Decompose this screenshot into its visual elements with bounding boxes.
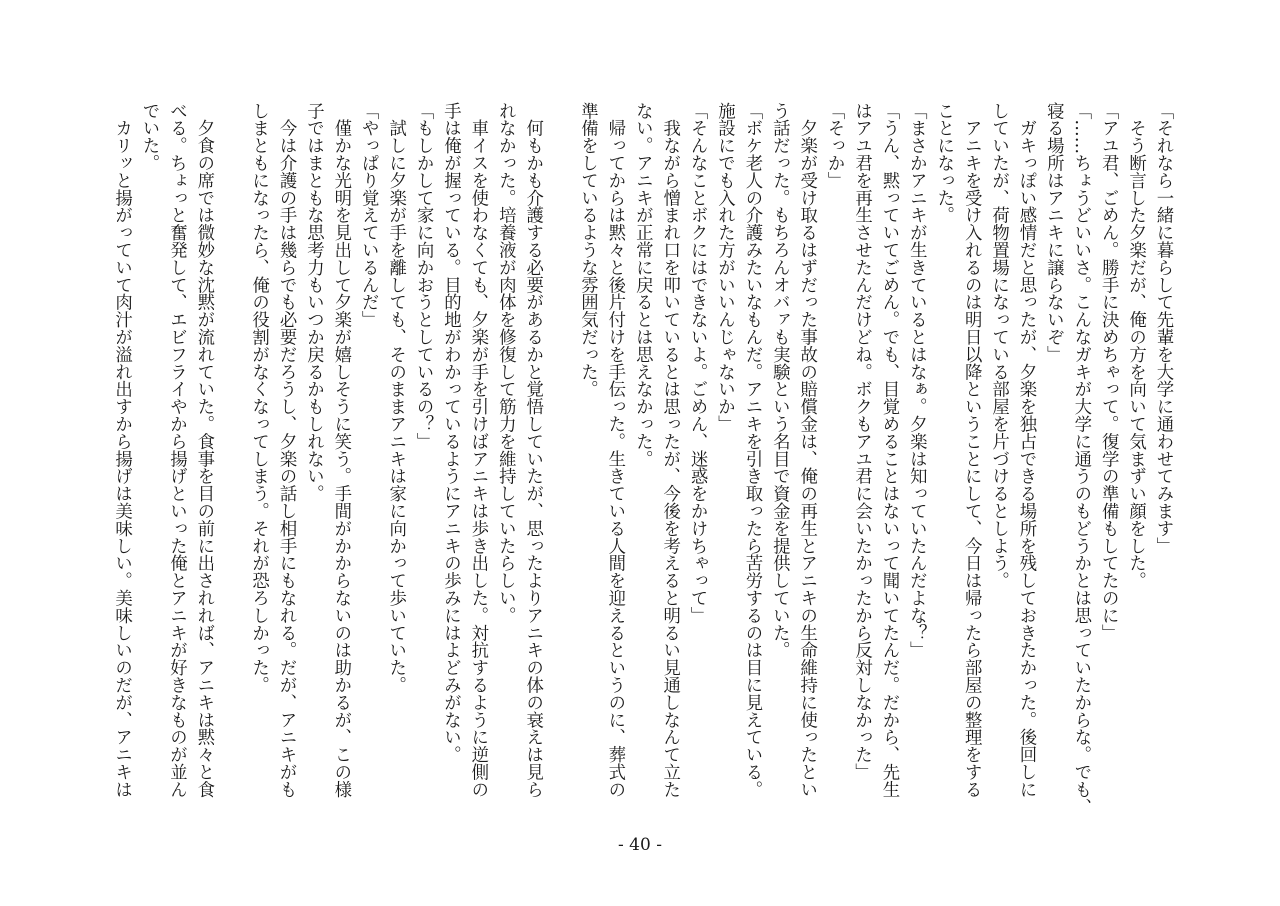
text-line: 「そんなことボクにはできないよ。ごめん、迷惑をかけちゃって」 — [687, 102, 708, 624]
text-line: 「そっか」 — [824, 102, 845, 189]
text-line: そう断言した夕楽だが、俺の方を向いて気まずい顔をした。 — [1125, 102, 1146, 590]
text-line: 夕楽が受け取るはずだった事故の賠償金は、俺の再生とアニキの生命維持に使ったとい — [796, 102, 817, 798]
text-line: 夕食の席では微妙な沈黙が流れていた。食事を目の前に出されれば、アニキは黙々と食 — [193, 102, 214, 798]
text-line: はアユ君を再生させたんだけどね。ボクもアユ君に会いたかったから反対しなかった」 — [851, 102, 872, 781]
text-line: 「うん、黙っていてごめん。でも、目覚めることはないって聞いてたんだ。だから、先生 — [878, 102, 899, 798]
text-line: 今は介護の手は幾らでも必要だろうし、夕楽の話し相手にもなれる。だが、アニキがも — [276, 102, 297, 798]
text-line: アニキを受け入れるのは明日以降ということにして、今日は帰ったら部屋の整理をする — [961, 102, 982, 798]
text-line: べる。ちょっと奮発して、エビフライやから揚げといった俺とアニキが好きなものが並ん — [166, 102, 187, 798]
text-line: ガキっぽい感情だと思ったが、夕楽を独占できる場所を残しておきたかった。後回しに — [1015, 102, 1036, 798]
text-line: 帰ってからは黙々と後片付けを手伝った。生きている人間を迎えるというのに、葬式の — [604, 102, 625, 798]
text-line: 「……ちょうどいいさ。こんなガキが大学に通うのもどうかとは思っていたからな。でも、 — [1070, 102, 1091, 816]
text-line: でいた。 — [139, 102, 159, 172]
text-line: 「ボケ老人の介護みたいなもんだ。アニキを引き取ったら苦労するのは目に見えている。 — [741, 102, 762, 798]
text-line: ない。アニキが正常に戻るとは思えなかった。 — [632, 102, 653, 468]
page-number: - 40 - — [618, 835, 662, 855]
text-line: 車イスを使わなくても、夕楽が手を引けばアニキは歩き出した。対抗するように逆側の — [467, 102, 488, 798]
text-line: しまともになったら、俺の役割がなくなってしまう。それが恐ろしかった。 — [248, 102, 269, 694]
blank-line — [217, 102, 244, 812]
text-line: 試しに夕楽が手を離しても、そのままアニキは家に向かって歩いていた。 — [385, 102, 406, 694]
text-line: 何もかも介護する必要があるかと覚悟していたが、思ったよりアニキの体の衰えは見ら — [522, 102, 543, 798]
text-line: 「まさかアニキが生きているとはなぁ。夕楽は知っていたんだよな？」 — [906, 102, 927, 659]
text-line: 我ながら憎まれ口を叩いているとは思ったが、今後を考えると明るい見通しなんて立た — [659, 102, 680, 798]
text-line: 僅かな光明を見出して夕楽が嬉しそうに笑う。手間がかからないのは助かるが、この様 — [330, 102, 351, 798]
text-line: 「アユ君、ごめん。勝手に決めちゃって。復学の準備もしてたのに」 — [1098, 102, 1119, 642]
text-line: していたが、荷物置場になっている部屋を片づけるとしよう。 — [988, 102, 1009, 590]
text-line: 子ではまともな思考力もいつか戻るかもしれない。 — [303, 102, 324, 503]
text-line: 寝る場所はアニキに譲らないぞ」 — [1043, 102, 1064, 363]
text-line: 「それなら一緒に暮らして先輩を大学に通わせてみます」 — [1153, 102, 1173, 555]
text-line: 「もしかして家に向かおうとしているの？」 — [413, 102, 434, 450]
blank-line — [546, 102, 573, 812]
text-line: カリッと揚がっていて肉汁が溢れ出すから揚げは美味しい。美味しいのだが、アニキは — [111, 102, 132, 798]
text-line: 準備をしているような雰囲気だった。 — [577, 102, 598, 398]
body-text — [107, 102, 1176, 816]
text-line: ことになった。 — [933, 102, 954, 224]
text-line: う話だった。もちろんオバァも実験という名目で資金を提供していた。 — [769, 102, 790, 659]
text-line: 手は俺が握っている。目的地がわかっているようにアニキの歩みにはよどみがない。 — [440, 102, 461, 764]
text-line: 「やっぱり覚えているんだ」 — [358, 102, 379, 329]
text-line: れなかった。培養液が肉体を修復して筋力を維持していたらしい。 — [495, 102, 516, 624]
text-line: 施設にでも入れた方がいいんじゃないか」 — [714, 102, 735, 433]
